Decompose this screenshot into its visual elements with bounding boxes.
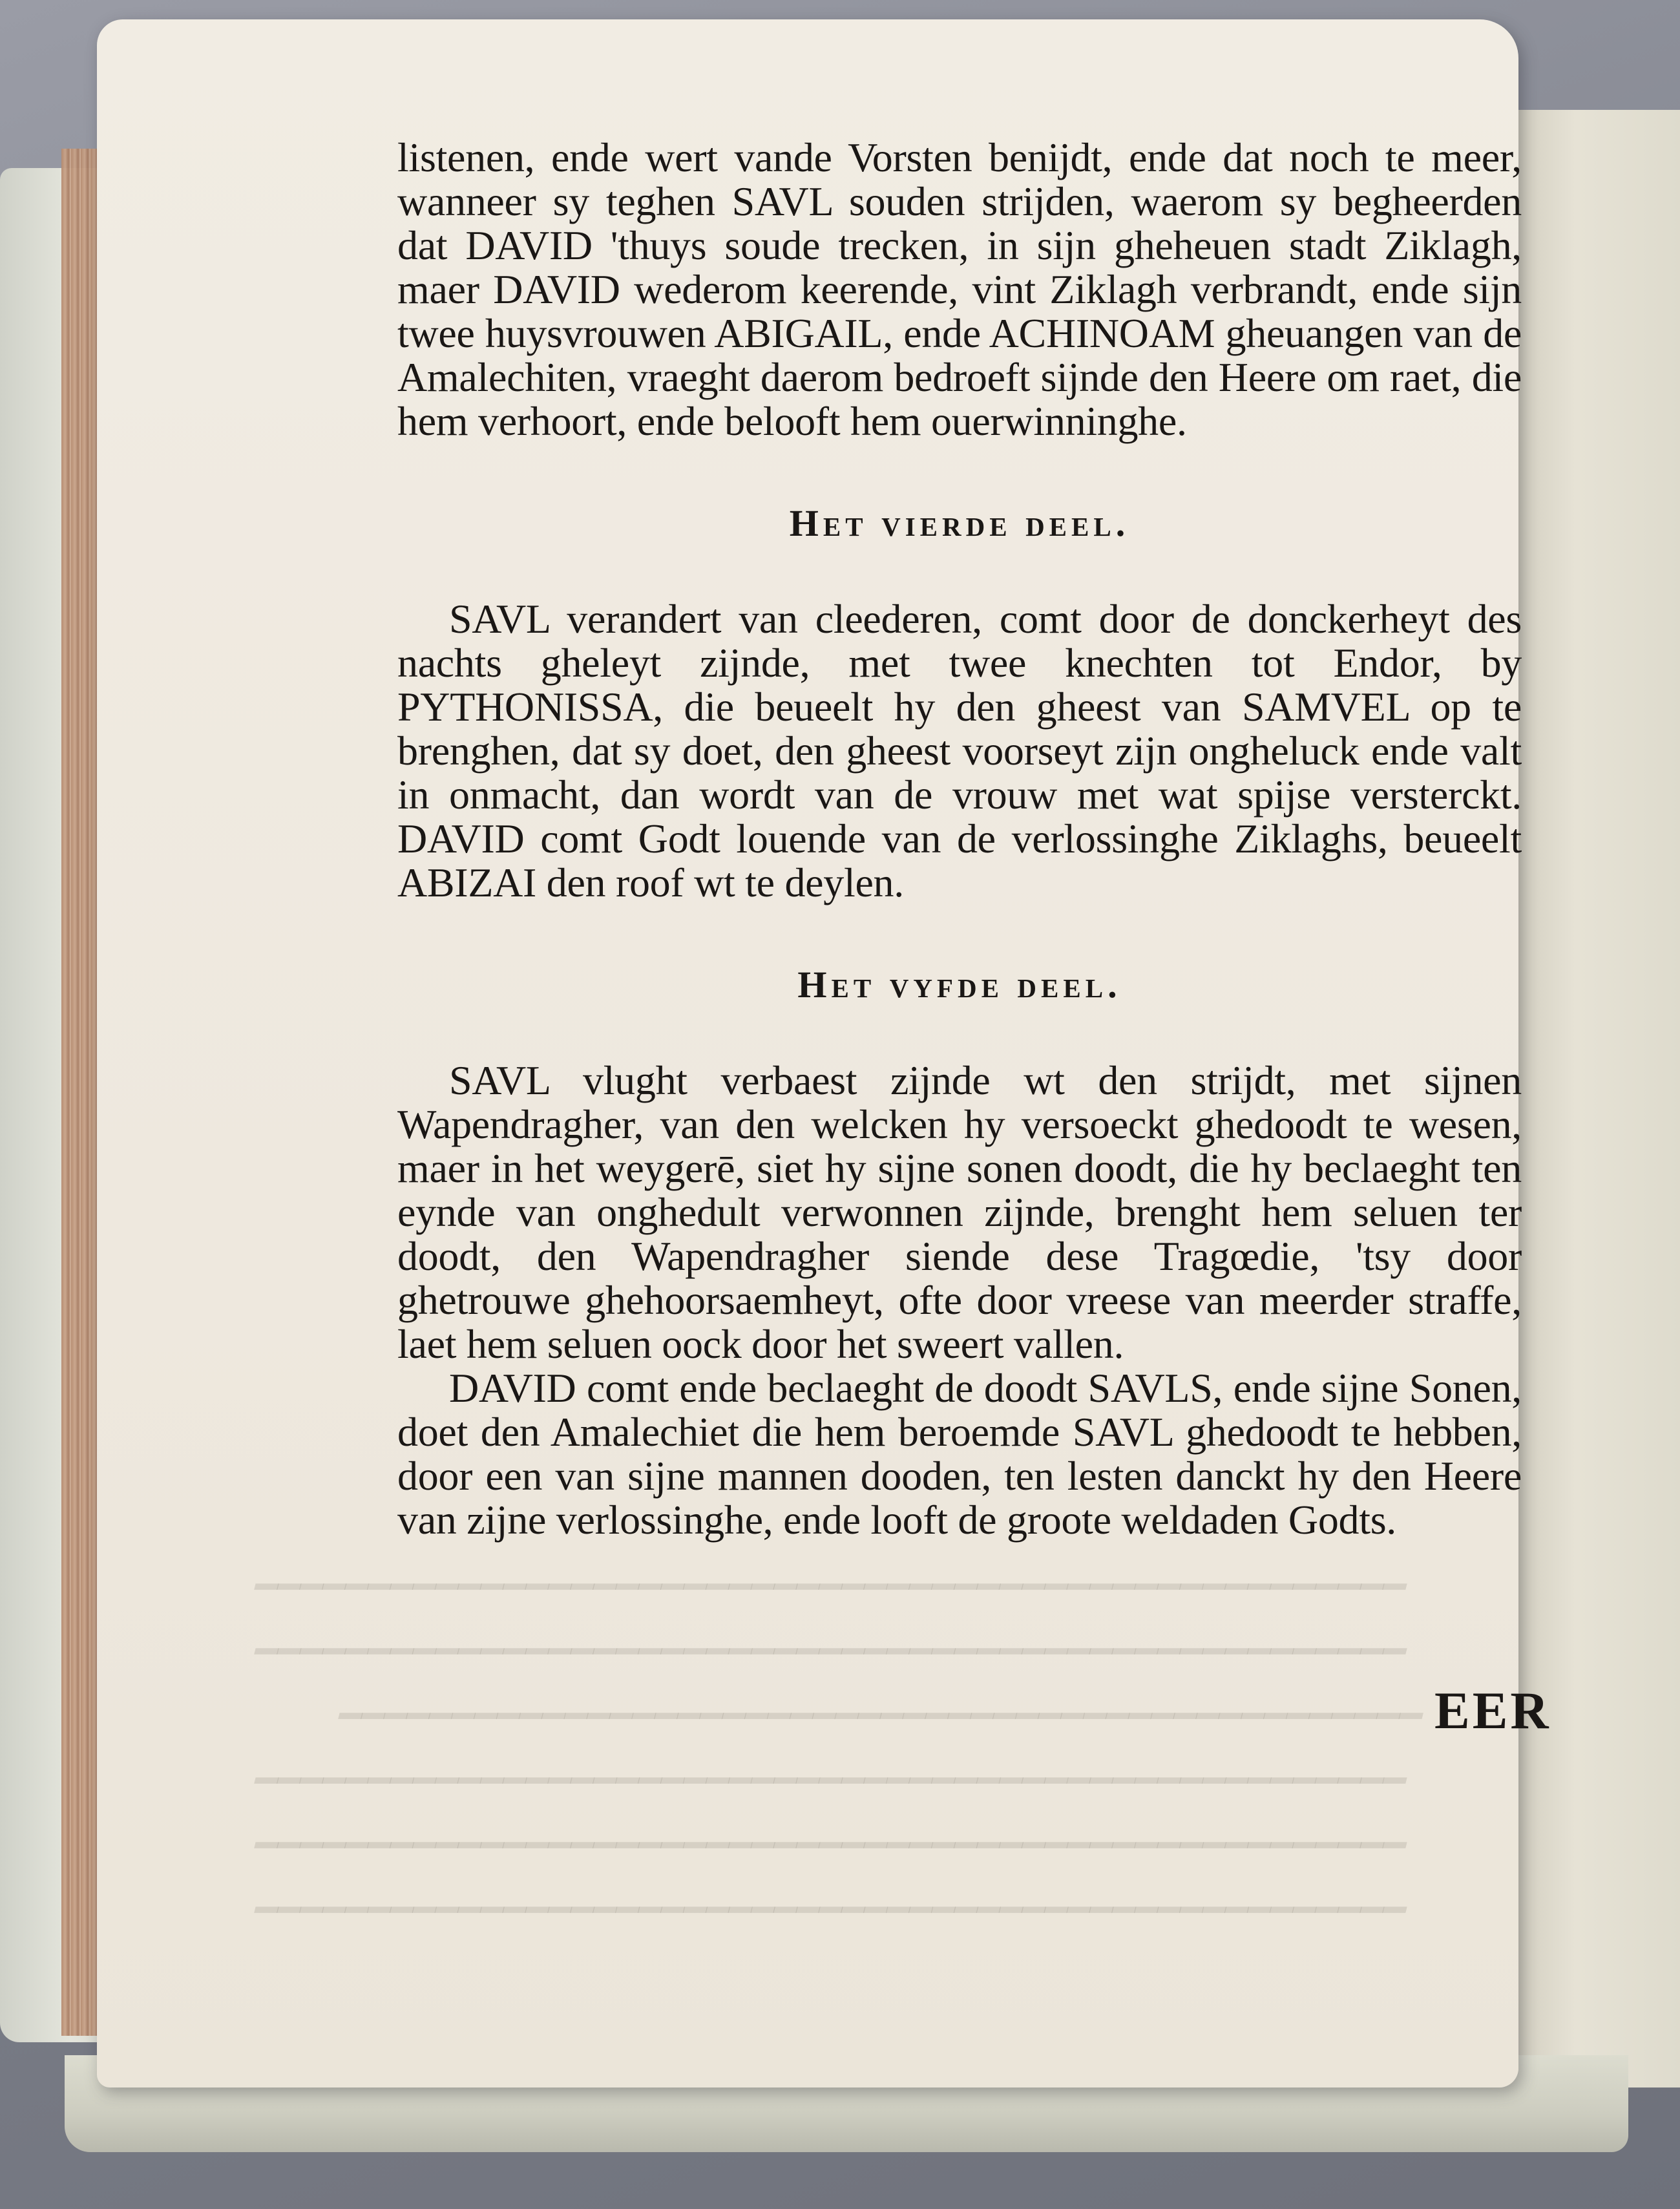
show-through: ━━━━━━━━━━━━━━━━━━━━━━━━━━━━━━━━━━━━━━━━━━━━━━━━━━━ (252, 1566, 1403, 1608)
heading-vyfde-deel: Het vyfde deel. (797, 964, 1122, 1006)
catchword: EER (1434, 1681, 1551, 1740)
show-through: ━━━━━━━━━━━━━━━━━━━━━━━━━━━━━━━━━━━━━━━━━━━━━━━━━━━ (252, 1889, 1403, 1931)
facing-page (1506, 110, 1680, 2087)
show-through: ━━━━━━━━━━━━━━━━━━━━━━━━━━━━━━━━━━━━━━━━━━━━━━━━━━━ (252, 1760, 1403, 1802)
show-through: ━━━━━━━━━━━━━━━━━━━━━━━━━━━━━━━━━━━━━━━━━━━━━━━━━━━ (252, 1631, 1403, 1673)
page-text (397, 136, 1522, 1542)
paragraph-vyfde-deel-1: SAVL vlught verbaest zijnde wt den strijdt, met sijnen Wapendragher, van den welcken hy versoeckt ghedoodt te wesen, maer in het weygerē, siet hy sijne sonen doodt, die hy beclaeght ten eynde van onghedult verwonnen zijnde, brenght hem seluen ter doodt, den Wapendragher siende dese Tragœdie, 'tsy door ghetrouwe ghehoorsaemheyt, ofte door vreese van meerder straffe, laet hem seluen oock door het sweert vallen. (397, 1057, 1522, 1367)
paragraph-vyfde-deel-2: DAVID comt ende beclaeght de doodt SAVLS, ende sijne Sonen, doet den Amalechiet die hem beroemde SAVL ghedoodt te hebben, door een van sijne mannen dooden, ten lesten danckt hy den Heere van zijne verlossinghe, ende looft de groote weldaden Godts. (397, 1365, 1522, 1543)
show-through: ━━━━━━━━━━━━━━━━━━━━━━━━━━━━━━━━━━━━━━━━━━━━━━━━━━━ (252, 1824, 1403, 1866)
heading-vierde-deel: Het vierde deel. (789, 502, 1130, 544)
paragraph-vierde-deel: SAVL verandert van cleederen, comt door de donckerheyt des nachts gheleyt zijnde, met twee knechten tot Endor, by PYTHONISSA, die beueelt hy den gheest van SAMVEL op te brenghen, dat sy doet, den gheest voorseyt zijn ongheluck ende valt in onmacht, dan wordt van de vrouw met wat spijse versterckt. DAVID comt Godt louende van de verlossinghe Ziklaghs, beueelt ABIZAI den roof wt te deylen. (397, 596, 1522, 905)
intro-paragraph: listenen, ende wert vande Vorsten benijdt, ende dat noch te meer, wanneer sy teghen SAVL souden strijden, waerom sy begheerden dat DAVID 'thuys soude trecken, in sijn gheheuen stadt Ziklagh, maer DAVID wederom keerende, vint Ziklagh verbrandt, ende sijn twee huysvrouwen ABIGAIL, ende ACHINOAM gheuangen van de Amalechiten, vraeght daerom bedroeft sijnde den Heere om raet, die hem verhoort, ende belooft hem ouerwinninghe. (397, 134, 1522, 444)
show-through: ━━━━━━━━━━━━━━━━━━━━━━━━━━━━━━━━━━━━━━━━━━━━━━━━ (336, 1695, 1420, 1737)
